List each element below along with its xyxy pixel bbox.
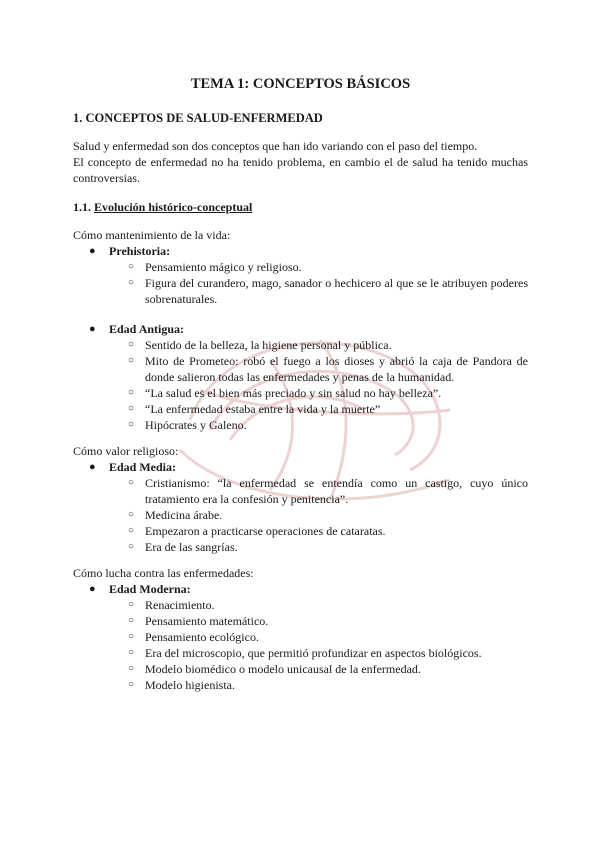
item-text: Modelo higienista. — [145, 678, 235, 692]
spacer — [73, 307, 528, 321]
detail-list — [109, 475, 528, 555]
list-item — [109, 337, 528, 353]
item-text: Mito de Prometeo: robó el fuego a los dioses y abrió la caja de Pandora de donde salieron todas las enfermedades y penas de la humanidad. — [145, 354, 528, 384]
item-text: Medicina árabe. — [145, 508, 223, 522]
list-item — [109, 661, 528, 677]
list-item — [109, 613, 528, 629]
item-text: Modelo biomédico o modelo unicausal de la enfermedad. — [145, 662, 421, 676]
bullet-circle-icon: ○ — [128, 387, 135, 398]
bullet-circle-icon: ○ — [128, 679, 135, 690]
list-item — [109, 259, 528, 275]
page-title: TEMA 1: CONCEPTOS BÁSICOS — [190, 76, 411, 92]
list-item — [109, 677, 528, 693]
document-content — [73, 76, 528, 693]
bullet-circle-icon: ○ — [128, 403, 135, 414]
item-text: Era del microscopio, que permitió profundizar en aspectos biológicos. — [145, 646, 482, 660]
era-list — [73, 243, 528, 433]
list-item — [109, 275, 528, 307]
detail-list — [109, 597, 528, 693]
bullet-circle-icon: ○ — [128, 615, 135, 626]
block-lead: Cómo valor religioso: — [73, 444, 179, 458]
item-text: Cristianismo: “la enfermedad se entendía como un castigo, cuyo único tratamiento era la confesión y penitencia”. — [145, 476, 528, 506]
bullet-circle-icon: ○ — [128, 277, 135, 288]
item-text: “La enfermedad estaba entre la vida y la muerte” — [145, 402, 381, 416]
era-name: Edad Moderna: — [109, 582, 191, 596]
item-text: Renacimiento. — [145, 598, 215, 612]
detail-list — [109, 337, 528, 433]
era-item — [73, 321, 528, 433]
bullet-circle-icon: ○ — [128, 663, 135, 674]
item-text: Pensamiento matemático. — [145, 614, 269, 628]
item-text: Pensamiento ecológico. — [145, 630, 259, 644]
era-list — [73, 581, 528, 693]
subsection-title: Evolución histórico-conceptual — [94, 200, 253, 214]
era-list — [73, 459, 528, 555]
list-item — [109, 645, 528, 661]
intro-paragraph-2: El concepto de enfermedad no ha tenido problema, en cambio el de salud ha tenido muchas controversias. — [73, 155, 528, 185]
list-item — [109, 385, 528, 401]
list-item — [109, 507, 528, 523]
bullet-circle-icon: ○ — [128, 647, 135, 658]
item-text: Pensamiento mágico y religioso. — [145, 260, 302, 274]
bullet-circle-icon: ○ — [128, 419, 135, 430]
item-text: “La salud es el bien más preciado y sin salud no hay belleza”. — [145, 386, 442, 400]
list-item — [109, 353, 528, 385]
era-name: Prehistoria: — [109, 244, 171, 258]
item-text: Figura del curandero, mago, sanador o hechicero al que se le atribuyen poderes sobrenaturales. — [145, 276, 528, 306]
bullet-circle-icon: ○ — [128, 355, 135, 366]
bullet-circle-icon: ○ — [128, 525, 135, 536]
bullet-circle-icon: ○ — [128, 631, 135, 642]
item-text: Era de las sangrías. — [145, 540, 238, 554]
subsection-number: 1.1. — [73, 200, 91, 214]
item-text: Sentido de la belleza, la higiene personal y pública. — [145, 338, 392, 352]
list-item — [109, 475, 528, 507]
block-lead: Cómo mantenimiento de la vida: — [73, 228, 231, 242]
era-item — [73, 459, 528, 555]
detail-list — [109, 259, 528, 307]
list-item — [109, 417, 528, 433]
era-item — [73, 243, 528, 307]
bullet-circle-icon: ○ — [128, 261, 135, 272]
bullet-disc-icon: ● — [89, 583, 96, 595]
bullet-circle-icon: ○ — [128, 509, 135, 520]
list-item — [109, 597, 528, 613]
bullet-circle-icon: ○ — [128, 477, 135, 488]
bullet-circle-icon: ○ — [128, 339, 135, 350]
era-name: Edad Media: — [109, 460, 177, 474]
list-item — [109, 539, 528, 555]
bullet-disc-icon: ● — [89, 461, 96, 473]
era-item — [73, 581, 528, 693]
item-text: Empezaron a practicarse operaciones de cataratas. — [145, 524, 386, 538]
bullet-disc-icon: ● — [89, 245, 96, 257]
intro-paragraph-1: Salud y enfermedad son dos conceptos que han ido variando con el paso del tiempo. — [73, 139, 478, 153]
item-text: Hipócrates y Galeno. — [145, 418, 247, 432]
era-name: Edad Antigua: — [109, 322, 185, 336]
list-item — [109, 401, 528, 417]
bullet-circle-icon: ○ — [128, 599, 135, 610]
bullet-circle-icon: ○ — [128, 541, 135, 552]
bullet-disc-icon: ● — [89, 323, 96, 335]
block-lead: Cómo lucha contra las enfermedades: — [73, 566, 254, 580]
list-item — [109, 523, 528, 539]
list-item — [109, 629, 528, 645]
subsection-heading — [73, 200, 528, 215]
section-heading: 1. CONCEPTOS DE SALUD-ENFERMEDAD — [73, 111, 323, 125]
